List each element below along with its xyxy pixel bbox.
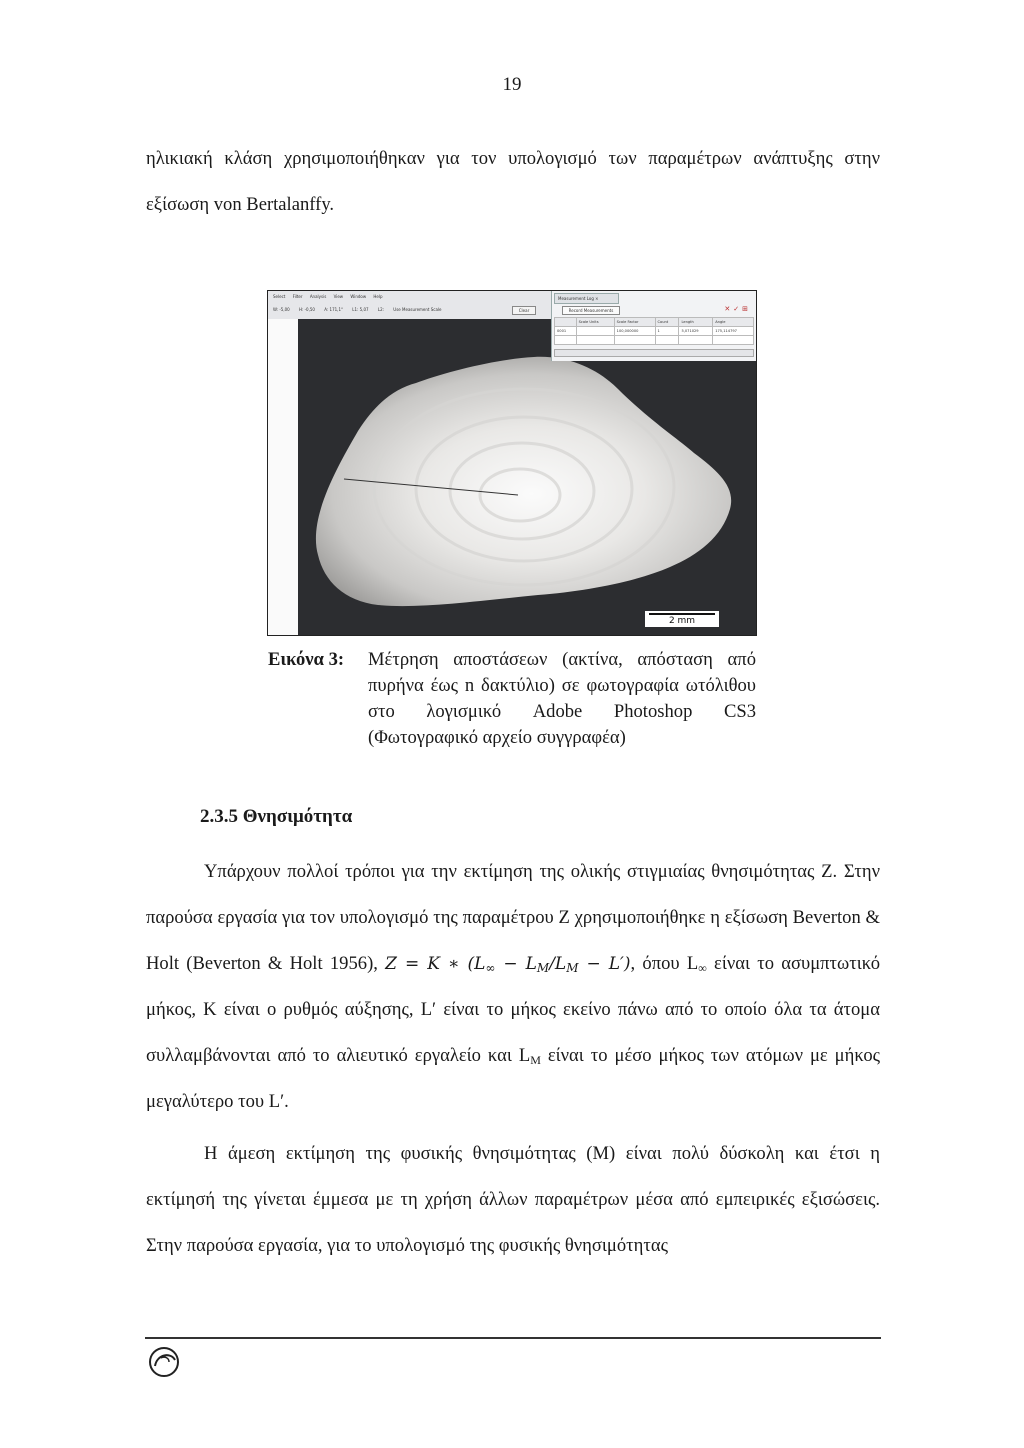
table-cell: 0001 — [555, 327, 577, 336]
formula-subscript: M — [566, 961, 579, 975]
text-run: , όπου L — [630, 953, 699, 974]
header-cell: Count — [655, 318, 679, 327]
header-cell — [555, 318, 577, 327]
formula-part: − L′) — [578, 954, 631, 974]
readout-item: Use Measurement Scale — [393, 307, 442, 312]
table-cell: 175,114797 — [713, 327, 754, 336]
readout-item: H: -0,50 — [298, 307, 315, 312]
caption-line: πυρήνα έως n δακτύλιο) σε φωτογραφία ωτόλιθου — [368, 675, 756, 696]
scale-bar-label: 2 mm — [668, 616, 696, 626]
page-number: 19 — [502, 74, 522, 95]
natural-mortality-paragraph: Η άμεση εκτίμηση της φυσικής θνησιμότητας (Μ) είναι πολύ δύσκολη και έτσι η εκτίμησή της γίνεται έμμεσα με τη χρήση άλλων παραμέτρων μέσα από εμπειρικές εξισώσεις. Στην παρούσα εργασία, για το υπολογισμό της φυσικής θνησιμότητας — [146, 1143, 880, 1256]
table-header-row — [555, 318, 754, 327]
menu-item: Help — [373, 294, 383, 299]
table-cell: 5,071029 — [679, 327, 713, 336]
menu-item: Select — [273, 294, 286, 299]
formula-subscript: M — [536, 961, 550, 975]
photoshop-menu — [273, 294, 389, 299]
table-row — [555, 327, 754, 336]
measurement-log-tab: Measurement Log × — [554, 293, 619, 304]
ruler-readout — [273, 307, 450, 312]
photoshop-options-bar — [268, 291, 551, 319]
formula-part: /L — [549, 954, 567, 974]
measurement-table — [554, 317, 754, 345]
readout-item: A: 171,1° — [324, 307, 343, 312]
readout-item: W: -5,00 — [273, 307, 290, 312]
table-cell: 1 — [655, 327, 679, 336]
caption-label: Εικόνα 3: — [268, 649, 345, 670]
log-tool-icons: ✕✓⊞ — [724, 305, 751, 313]
text-subscript: M — [530, 1053, 541, 1067]
table-row — [555, 336, 754, 345]
measurement-log-panel — [551, 291, 757, 361]
log-scrollbar — [554, 349, 754, 357]
table-cell: 100,000000 — [614, 327, 655, 336]
text-subscript: ∞ — [698, 961, 707, 975]
table-cell — [576, 327, 614, 336]
text-run: Υπάρχουν πολλοί τρόποι για την εκτίμηση της ολικής στιγμιαίας θνησιμότητας Ζ. Στην παρούσα εργασία για τον υπολογισμό της παραμέτρου Ζ χρησιμοποιήθηκε η εξίσωση Beverton & Holt (Beverton & Holt 1956), — [146, 861, 880, 974]
caption-text — [368, 647, 756, 751]
record-measurements-button: Record Measurements — [562, 306, 620, 315]
header-cell: Scale Units — [576, 318, 614, 327]
caption-line: (Φωτογραφικό αρχείο συγγραφέα) — [368, 727, 626, 748]
scale-bar-line — [649, 613, 715, 615]
section-heading: 2.3.5 Θνησιμότητα — [200, 806, 353, 827]
text-run: είναι το ασυμπτωτικό μήκος, K είναι ο ρυθμός αύξησης, L′ είναι το μήκος εκείνο πάνω από το οποίο όλα τα άτομα συλλαμβάνονται από το αλιευτικό εργαλείο και L — [146, 953, 880, 1066]
header-cell: Scale Factor — [614, 318, 655, 327]
text-run: είναι το μέσο μήκος των ατόμων με μήκος μεγαλύτερο του L′. — [146, 1045, 880, 1112]
beverton-holt-formula — [385, 954, 630, 974]
readout-item: L1: 5,07 — [352, 307, 369, 312]
otolith-figure — [267, 290, 757, 636]
readout-item: L2: — [377, 307, 384, 312]
mortality-paragraph — [146, 849, 880, 1125]
canvas-margin — [268, 319, 298, 635]
header-cell: Angle — [713, 318, 754, 327]
menu-item: Filter — [292, 294, 303, 299]
header-cell: Length — [679, 318, 713, 327]
clear-button: Clear — [512, 306, 536, 315]
footer-rule — [145, 1337, 881, 1339]
scale-bar — [645, 611, 719, 627]
otolith-photo — [298, 319, 756, 635]
menu-item: Window — [350, 294, 367, 299]
formula-subscript: ∞ — [485, 961, 496, 975]
caption-line: στο λογισμικό Adobe Photoshop CS3 — [368, 701, 756, 722]
university-logo-icon — [147, 1344, 183, 1380]
menu-item: View — [333, 294, 344, 299]
menu-item: Analysis — [309, 294, 327, 299]
caption-line: Μέτρηση αποστάσεων (ακτίνα, απόσταση από — [368, 649, 756, 670]
intro-paragraph: ηλικιακή κλάση χρησιμοποιήθηκαν για τον υπολογισμό των παραμέτρων ανάπτυξης στην εξίσωση von Bertalanffy. — [146, 148, 880, 215]
formula-part: − L — [495, 954, 537, 974]
formula-part: Z = K ∗ (L — [385, 954, 486, 974]
